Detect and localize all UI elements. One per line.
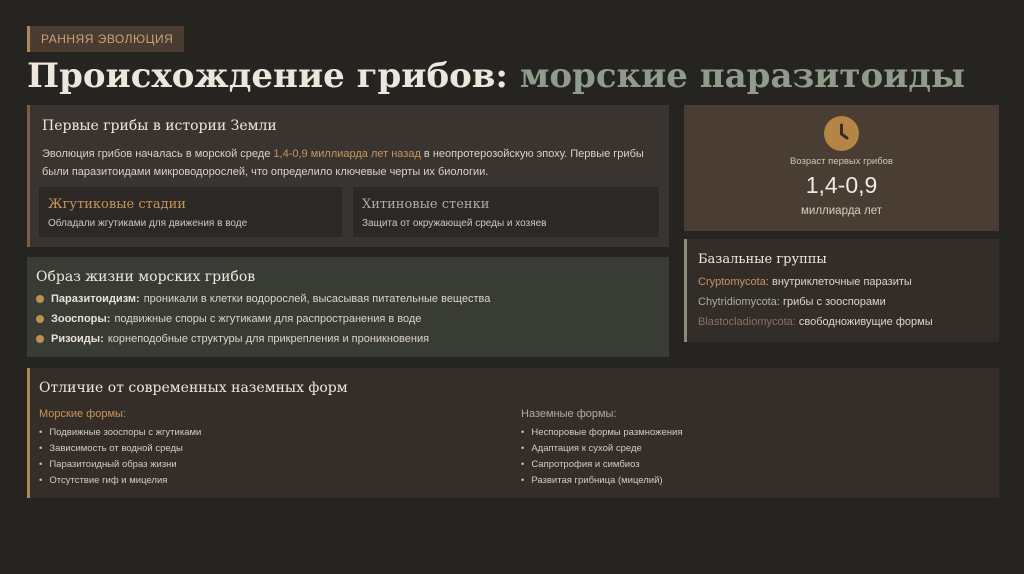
land-list: [521, 425, 683, 489]
group-name: Chytridiomycota:: [698, 296, 780, 308]
history-heading: Первые грибы в истории Земли: [42, 118, 277, 134]
basal-heading: Базальные группы: [698, 252, 827, 267]
list-item: [36, 293, 490, 305]
age-stat-card: [684, 105, 999, 231]
land-column: [521, 408, 683, 489]
lifestyle-card: [27, 257, 669, 357]
group-item: [698, 316, 933, 328]
list-item: • Паразитоидный образ жизни: [39, 457, 201, 473]
feature-chitin: [353, 187, 659, 237]
history-text-end: в неопротерозойскую эпоху. Первые грибы были паразитоидами микроводорослей, что определило ключевые черты их биологии.: [42, 148, 644, 178]
history-card: [27, 105, 669, 247]
list-item: [36, 313, 421, 325]
group-desc: внутриклеточные паразиты: [768, 276, 912, 288]
stat-value: 1,4-0,9: [805, 172, 878, 198]
clock-icon: [824, 116, 859, 151]
feature-flagella: [39, 187, 342, 237]
item-term: Зооспоры:: [51, 313, 111, 325]
list-item: • Адаптация к сухой среде: [521, 441, 683, 457]
history-text-highlight: 1,4-0,9 миллиарда лет назад: [273, 148, 421, 160]
basal-groups-card: [684, 239, 999, 342]
list-item: • Зависимость от водной среды: [39, 441, 201, 457]
item-desc: корнеподобные структуры для прикрепления и проникновения: [107, 333, 430, 345]
lifestyle-heading: Образ жизни морских грибов: [36, 269, 256, 285]
item-desc: подвижные споры с жгутиками для распространения в воде: [114, 313, 422, 325]
feature-title: Жгутиковые стадии: [48, 197, 186, 212]
land-title: Наземные формы:: [521, 408, 617, 420]
feature-desc: Обладали жгутиками для движения в воде: [48, 218, 248, 229]
group-name: Blastocladiomycota:: [698, 316, 796, 328]
section-tag: РАННЯЯ ЭВОЛЮЦИЯ: [27, 26, 184, 52]
history-text-start: Эволюция грибов началась в морской среде: [42, 148, 274, 160]
group-desc: свободноживущие формы: [795, 316, 933, 328]
group-item: [698, 276, 912, 288]
history-text: [42, 145, 662, 181]
group-desc: грибы с зооспорами: [779, 296, 886, 308]
stat-unit: миллиарда лет: [801, 205, 882, 217]
list-item: • Подвижные зооспоры с жгутиками: [39, 425, 201, 441]
list-item: • Развитая грибница (мицелий): [521, 473, 683, 489]
item-term: Паразитоидизм:: [51, 293, 140, 305]
item-desc: проникали в клетки водорослей, высасывая питательные вещества: [143, 293, 491, 305]
group-name: Cryptomycota:: [698, 276, 769, 288]
page-title: [27, 54, 965, 98]
stat-label: Возраст первых грибов: [790, 156, 893, 167]
comparison-card: [27, 368, 999, 498]
list-item: [36, 333, 429, 345]
marine-list: [39, 425, 201, 489]
list-item: • Неспоровые формы размножения: [521, 425, 683, 441]
group-item: [698, 296, 886, 308]
bullet-dot-icon: [36, 295, 44, 303]
list-item: • Сапротрофия и симбиоз: [521, 457, 683, 473]
comparison-heading: Отличие от современных наземных форм: [39, 380, 348, 396]
item-term: Ризоиды:: [51, 333, 104, 345]
title-accent: морские паразитоиды: [519, 56, 966, 96]
feature-title: Хитиновые стенки: [362, 197, 490, 212]
title-main: Происхождение грибов:: [27, 56, 520, 96]
list-item: • Отсутствие гиф и мицелия: [39, 473, 201, 489]
bullet-dot-icon: [36, 315, 44, 323]
marine-column: [39, 408, 201, 489]
bullet-dot-icon: [36, 335, 44, 343]
marine-title: Морские формы:: [39, 408, 126, 420]
feature-desc: Защита от окружающей среды и хозяев: [362, 218, 547, 229]
